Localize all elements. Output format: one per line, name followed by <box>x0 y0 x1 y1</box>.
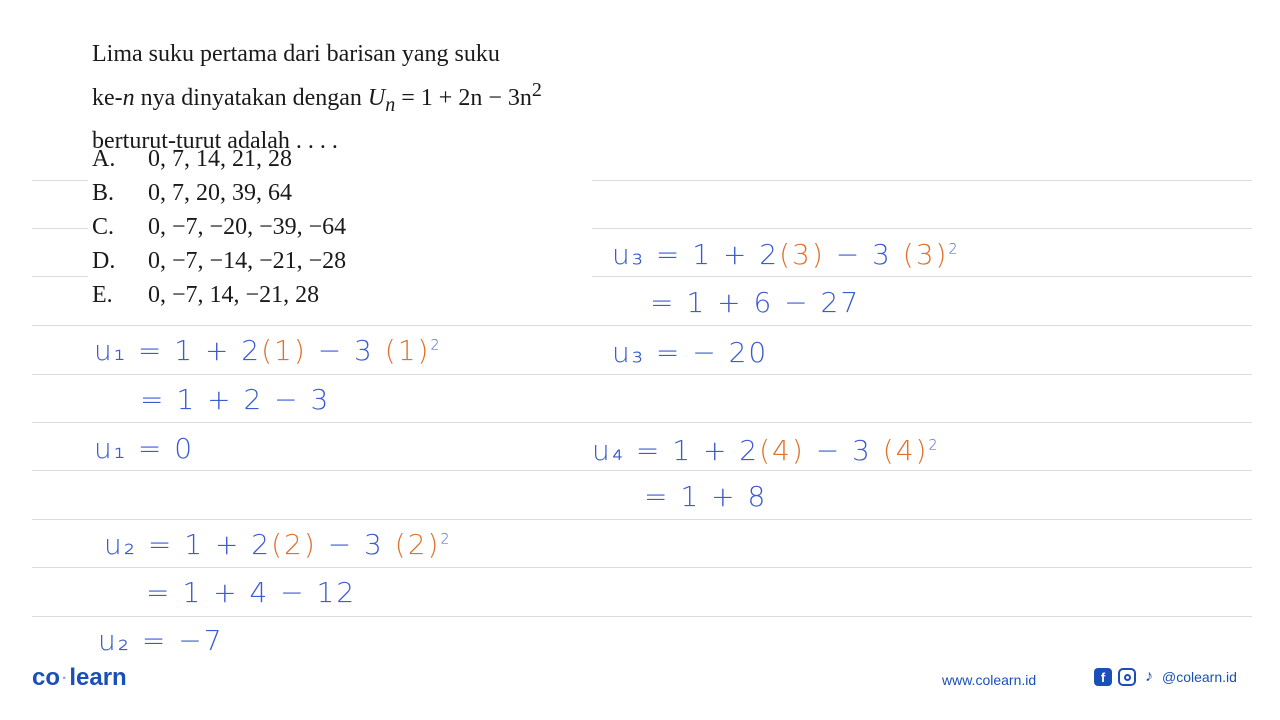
ruled-line <box>32 567 1252 568</box>
option-d[interactable]: D. 0, −7, −14, −21, −28 <box>92 248 347 274</box>
problem-line-2: ke-n nya dinyatakan dengan $U_n = 1 + 2n - 3n^2$ <box>92 79 542 116</box>
website-link[interactable]: www.colearn.id <box>942 672 1037 688</box>
option-b[interactable]: B. 0, 7, 20, 39, 64 <box>92 180 292 206</box>
answer-options <box>92 142 346 312</box>
social-links <box>1094 668 1237 686</box>
ruled-line <box>592 180 1252 181</box>
problem-line-3: berturut-turut adalah . . . . <box>92 127 338 154</box>
social-handle[interactable]: @colearn.id <box>1162 669 1237 685</box>
ruled-line <box>592 228 1252 229</box>
ruled-line <box>32 616 1252 617</box>
work-u3-equation: u₃ = 1 + 2(3) − 3 $(3)^2$ <box>612 238 960 271</box>
work-u1-result: u₁ = 0 <box>94 432 195 465</box>
formula-u: U <box>367 85 386 111</box>
problem-statement <box>92 36 592 159</box>
ruled-line <box>32 374 1252 375</box>
option-a[interactable]: A. 0, 7, 14, 21, 28 <box>92 146 292 172</box>
ruled-line <box>592 276 1252 277</box>
ruled-line <box>32 276 88 277</box>
ruled-line <box>32 470 1252 471</box>
formula-rhs: = 1 + 2n − 3n <box>395 85 532 111</box>
option-c[interactable]: C. 0, −7, −20, −39, −64 <box>92 214 347 240</box>
ruled-line <box>32 422 1252 423</box>
instagram-icon[interactable] <box>1118 668 1136 686</box>
option-e[interactable]: E. 0, −7, 14, −21, 28 <box>92 282 320 308</box>
work-u3-result: u₃ = − 20 <box>612 336 769 369</box>
work-u2-result: u₂ = −7 <box>98 624 224 657</box>
work-u4-equation: u₄ = 1 + 2(4) − 3 $(4)^2$ <box>592 434 940 467</box>
problem-line-1: Lima suku pertama dari barisan yang suku <box>92 41 500 67</box>
work-u4-step: = 1 + 8 <box>644 480 768 513</box>
ruled-line <box>32 228 88 229</box>
facebook-icon[interactable]: f <box>1094 668 1112 686</box>
work-u2-equation: u₂ = 1 + 2(2) − 3 $(2)^2$ <box>104 528 452 561</box>
work-u2-step: = 1 + 4 − 12 <box>146 576 357 609</box>
ruled-line <box>32 180 88 181</box>
work-u3-step: = 1 + 6 − 27 <box>650 286 861 319</box>
ruled-line <box>32 325 1252 326</box>
work-u1-step: = 1 + 2 − 3 <box>140 383 331 416</box>
ruled-line <box>32 519 1252 520</box>
tiktok-icon[interactable]: ♪ <box>1145 668 1153 685</box>
colearn-logo[interactable]: co ·learn <box>32 664 127 691</box>
work-u1-equation: u₁ = 1 + 2(1) − 3 $(1)^2$ <box>94 334 442 367</box>
